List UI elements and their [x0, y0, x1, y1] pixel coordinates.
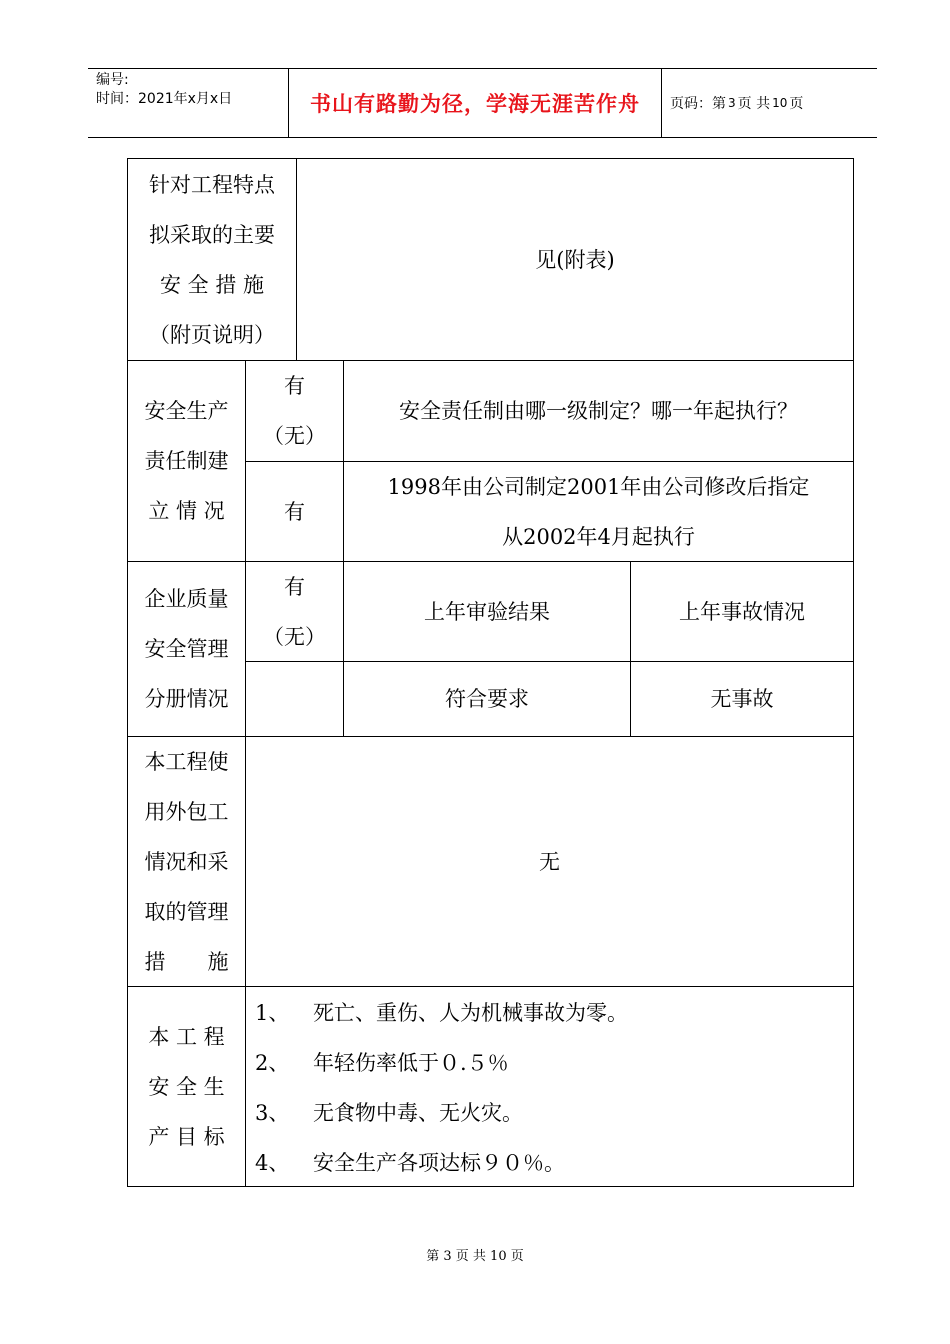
responsibility-yes-no: 有 （无） — [263, 374, 326, 448]
table-border — [853, 158, 854, 1187]
list-item: 1、 死亡、重伤、人为机械事故为零。 — [255, 1001, 628, 1025]
list-item: 2、 年轻伤率低于０.５％ — [255, 1051, 509, 1075]
quality-col2-value: 无事故 — [710, 687, 774, 711]
goals-label: 本 工 程 安 全 生 产 目 标 — [148, 1024, 225, 1149]
responsibility-label: 安全生产 责任制建 立 情 况 — [144, 399, 229, 523]
quality-col2-header: 上年事故情况 — [679, 599, 805, 624]
quality-label: 企业质量 安全管理 分册情况 — [144, 587, 229, 711]
quality-col1-value: 符合要求 — [445, 687, 529, 711]
responsibility-answer-flag: 有 — [284, 499, 305, 524]
page-footer: 第 3 页 共 10 页 — [426, 1249, 524, 1264]
outsourcing-value: 无 — [539, 849, 560, 874]
outsourcing-label: 本工程使 用外包工 情况和采 取的管理 措 施 — [144, 749, 229, 974]
measures-label: 针对工程特点 拟采取的主要 安 全 措 施 （附页说明） — [149, 172, 275, 347]
document-number-label: 编号: — [96, 72, 129, 88]
quality-col1-header: 上年审验结果 — [424, 599, 550, 624]
header-motto: 书山有路勤为径，学海无涯苦作舟 — [310, 92, 640, 116]
header-page-number: 页码：第 3 页 共 10 页 — [670, 96, 804, 112]
list-item: 4、 安全生产各项达标９０％。 — [255, 1151, 565, 1175]
quality-yes-no: 有 （无） — [263, 574, 326, 649]
document-time: 时间：2021年x月x日 — [96, 91, 233, 107]
measures-value: 见(附表) — [535, 247, 615, 272]
list-item: 3、 无食物中毒、无火灾。 — [255, 1101, 523, 1125]
responsibility-answer: 1998年由公司制定2001年由公司修改后指定 从2002年4月起执行 — [387, 474, 810, 549]
responsibility-question: 安全责任制由哪一级制定？哪一年起执行？ — [399, 399, 798, 423]
goals-list — [255, 988, 845, 1188]
